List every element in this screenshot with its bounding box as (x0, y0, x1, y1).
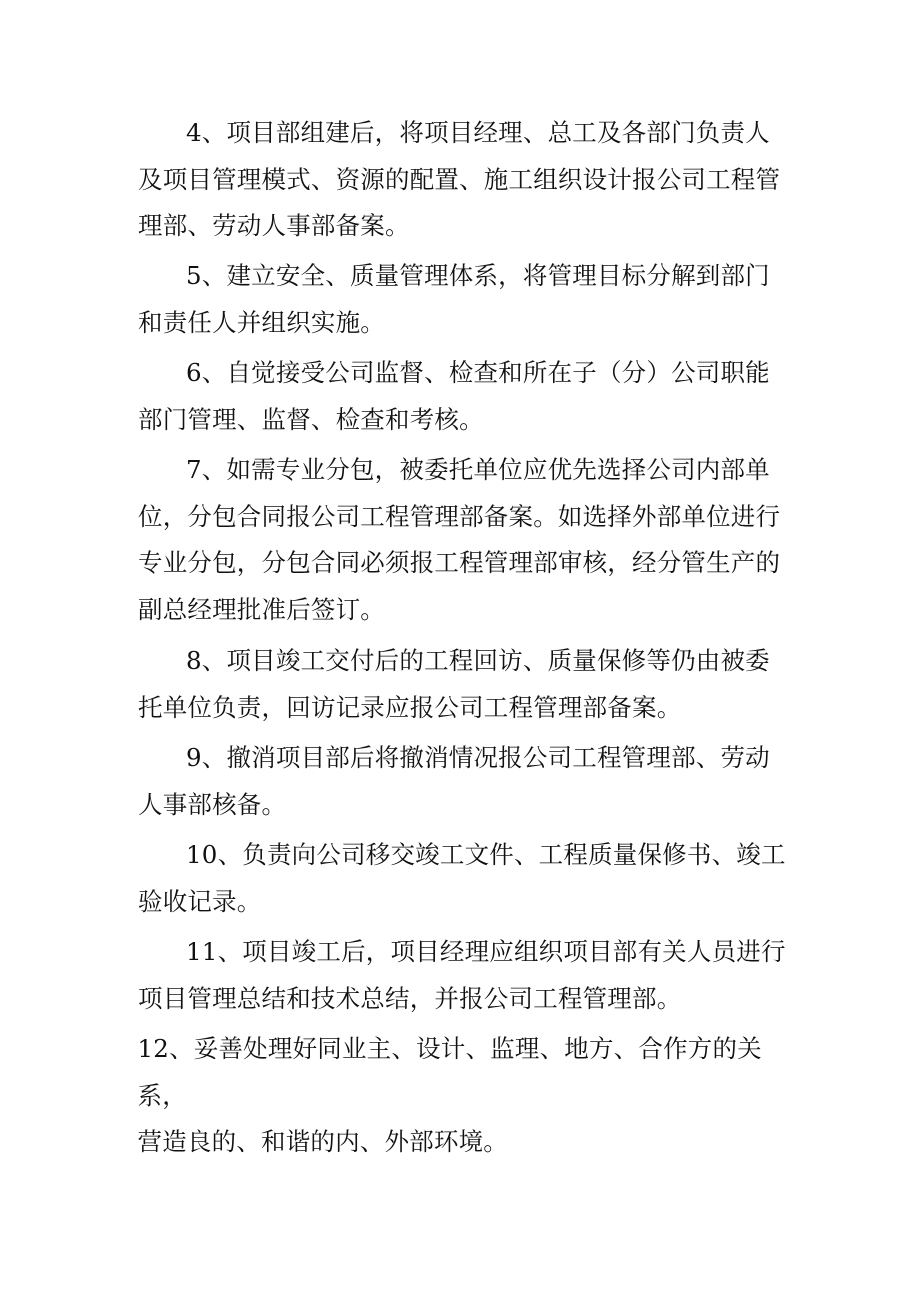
item-12-line-1: 12、妥善处理好同业主、设计、监理、地方、合作方的关系， (137, 1034, 762, 1110)
item-11: 11、项目竣工后，项目经理应组织项目部有关人员进行项目管理总结和技术总结，并报公司工程管理部。 (138, 937, 786, 1013)
item-8: 8、项目竣工交付后的工程回访、质量保修等仍由被委托单位负责，回访记录应报公司工程管理部备案。 (138, 646, 770, 722)
item-6: 6、自觉接受公司监督、检查和所在子（分）公司职能部门管理、监督、检查和考核。 (138, 358, 770, 434)
item-4: 4、项目部组建后，将项目经理、总工及各部门负责人及项目管理模式、资源的配置、施工组织设计报公司工程管理部、劳动人事部备案。 (138, 118, 781, 240)
item-12 (138, 1026, 789, 1166)
item-7: 7、如需专业分包，被委托单位应优先选择公司内部单位，分包合同报公司工程管理部备案。如选择外部单位进行专业分包，分包合同必须报工程管理部审核，经分管生产的副总经理批准后签订。 (138, 455, 781, 624)
item-9: 9、撤消项目部后将撤消情况报公司工程管理部、劳动人事部核备。 (138, 743, 770, 819)
item-5: 5、建立安全、质量管理体系，将管理目标分解到部门和责任人并组织实施。 (138, 261, 770, 337)
item-10: 10、负责向公司移交竣工文件、工程质量保修书、竣工验收记录。 (138, 840, 786, 916)
item-12-line-2: 营造良的、和谐的内、外部环境。 (137, 1127, 508, 1156)
